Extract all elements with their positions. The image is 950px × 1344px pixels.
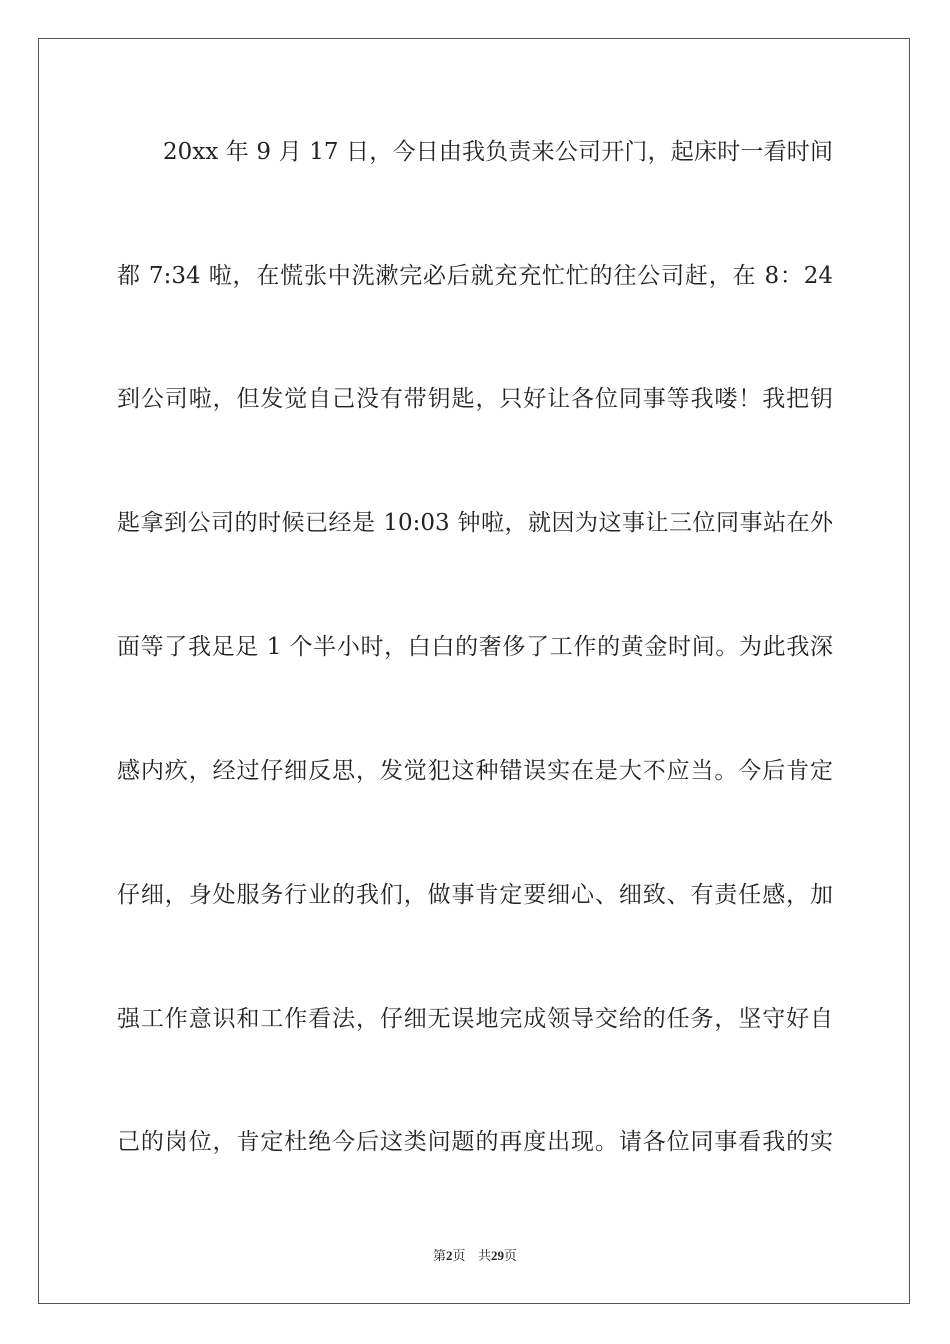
paragraph-line-6: 感内疚，经过仔细反思，发觉犯这种错误实在是大不应当。今后肯定	[117, 758, 833, 784]
paragraph-line-9: 己的岗位，肯定杜绝今后这类问题的再度出现。请各位同事看我的实	[117, 1129, 833, 1155]
paragraph-line-8: 强工作意识和工作看法，仔细无误地完成领导交给的任务，坚守好自	[117, 1006, 833, 1032]
paragraph-line-3: 到公司啦，但发觉自己没有带钥匙，只好让各位同事等我喽！我把钥	[117, 386, 833, 412]
page-number: 2	[446, 1248, 453, 1263]
page-footer	[0, 1247, 950, 1266]
total-pages: 29	[490, 1248, 504, 1263]
total-suffix: 页	[503, 1249, 517, 1264]
total-prefix: 共	[477, 1249, 491, 1264]
paragraph-line-1: 20xx 年 9 月 17 日，今日由我负责来公司开门，起床时一看时间	[163, 139, 833, 165]
paragraph-line-5: 面等了我足足 1 个半小时，白白的奢侈了工作的黄金时间。为此我深	[117, 634, 833, 660]
paragraph-line-2: 都 7:34 啦，在慌张中洗漱完必后就充充忙忙的往公司赶，在 8：24	[117, 263, 833, 289]
page-prefix: 第	[433, 1249, 447, 1264]
page-border	[38, 38, 910, 1304]
page-suffix: 页	[452, 1249, 466, 1264]
paragraph-line-4: 匙拿到公司的时候已经是 10:03 钟啦，就因为这事让三位同事站在外	[117, 510, 833, 536]
paragraph-line-7: 仔细，身处服务行业的我们，做事肯定要细心、细致、有责任感，加	[117, 882, 833, 908]
